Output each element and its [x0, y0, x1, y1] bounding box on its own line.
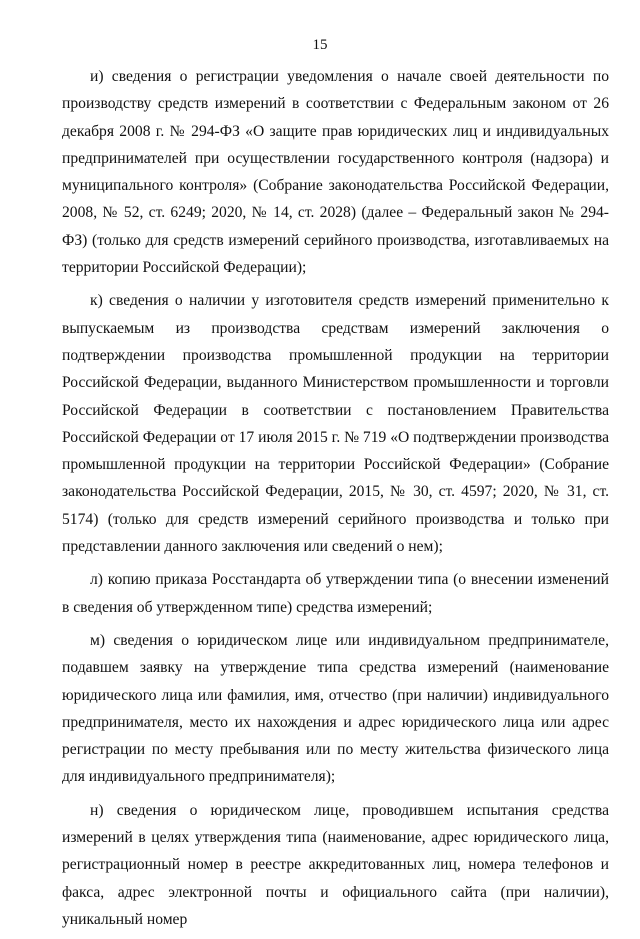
document-body [62, 63, 609, 939]
paragraph-l: л) копию приказа Росстандарта об утверждении типа (о внесении изменений в сведения об утвержденном типе) средства измерений; [62, 571, 609, 616]
paragraph-n: н) сведения о юридическом лице, проводившем испытания средства измерений в целях утверждения типа (наименование, адрес юридического лица, регистрационный номер в реестре аккредитованных лиц, номера телефонов и факса, адрес электронной почты и официального сайта (при наличии), уникальный номер [62, 801, 609, 928]
paragraph-k: к) сведения о наличии у изготовителя средств измерений применительно к выпускаемым из производства средствам измерений заключения о подтверждении производства промышленной продукции на территории Российской Федерации, выданного Министерством промышленности и торговли Российской Федерации в соответствии с постановлением Правительства Российской Федерации от 17 июля 2015 г. № 719 «О подтверждении производства промышленной продукции на территории Российской Федерации» (Собрание законодательства Российской Федерации, 2015, № 30, ст. 4597; 2020, № 31, ст. 5174) (только для средств измерений серийного производства и только при представлении данного заключения или сведений о нем); [62, 292, 609, 556]
page-number: 15 [312, 37, 328, 53]
paragraph-m: м) сведения о юридическом лице или индивидуальном предпринимателе, подавшем заявку на утверждение типа средства измерений (наименование юридического лица или фамилия, имя, отчество (при наличии) индивидуального предпринимателя, место их нахождения и адрес юридического лица или адрес регистрации по месту пребывания или по месту жительства физического лица для индивидуального предпринимателя); [62, 631, 609, 786]
paragraph-i: и) сведения о регистрации уведомления о начале своей деятельности по производству средств измерений в соответствии с Федеральным законом от 26 декабря 2008 г. № 294-ФЗ «О защите прав юридических лиц и индивидуальных предпринимателей при осуществлении государственного контроля (надзора) и муниципального контроля» (Собрание законодательства Российской Федерации, 2008, № 52, ст. 6249; 2020, № 14, ст. 2028) (далее – Федеральный закон № 294-ФЗ) (только для средств измерений серийного производства, изготавливаемых на территории Российской Федерации); [62, 68, 609, 277]
